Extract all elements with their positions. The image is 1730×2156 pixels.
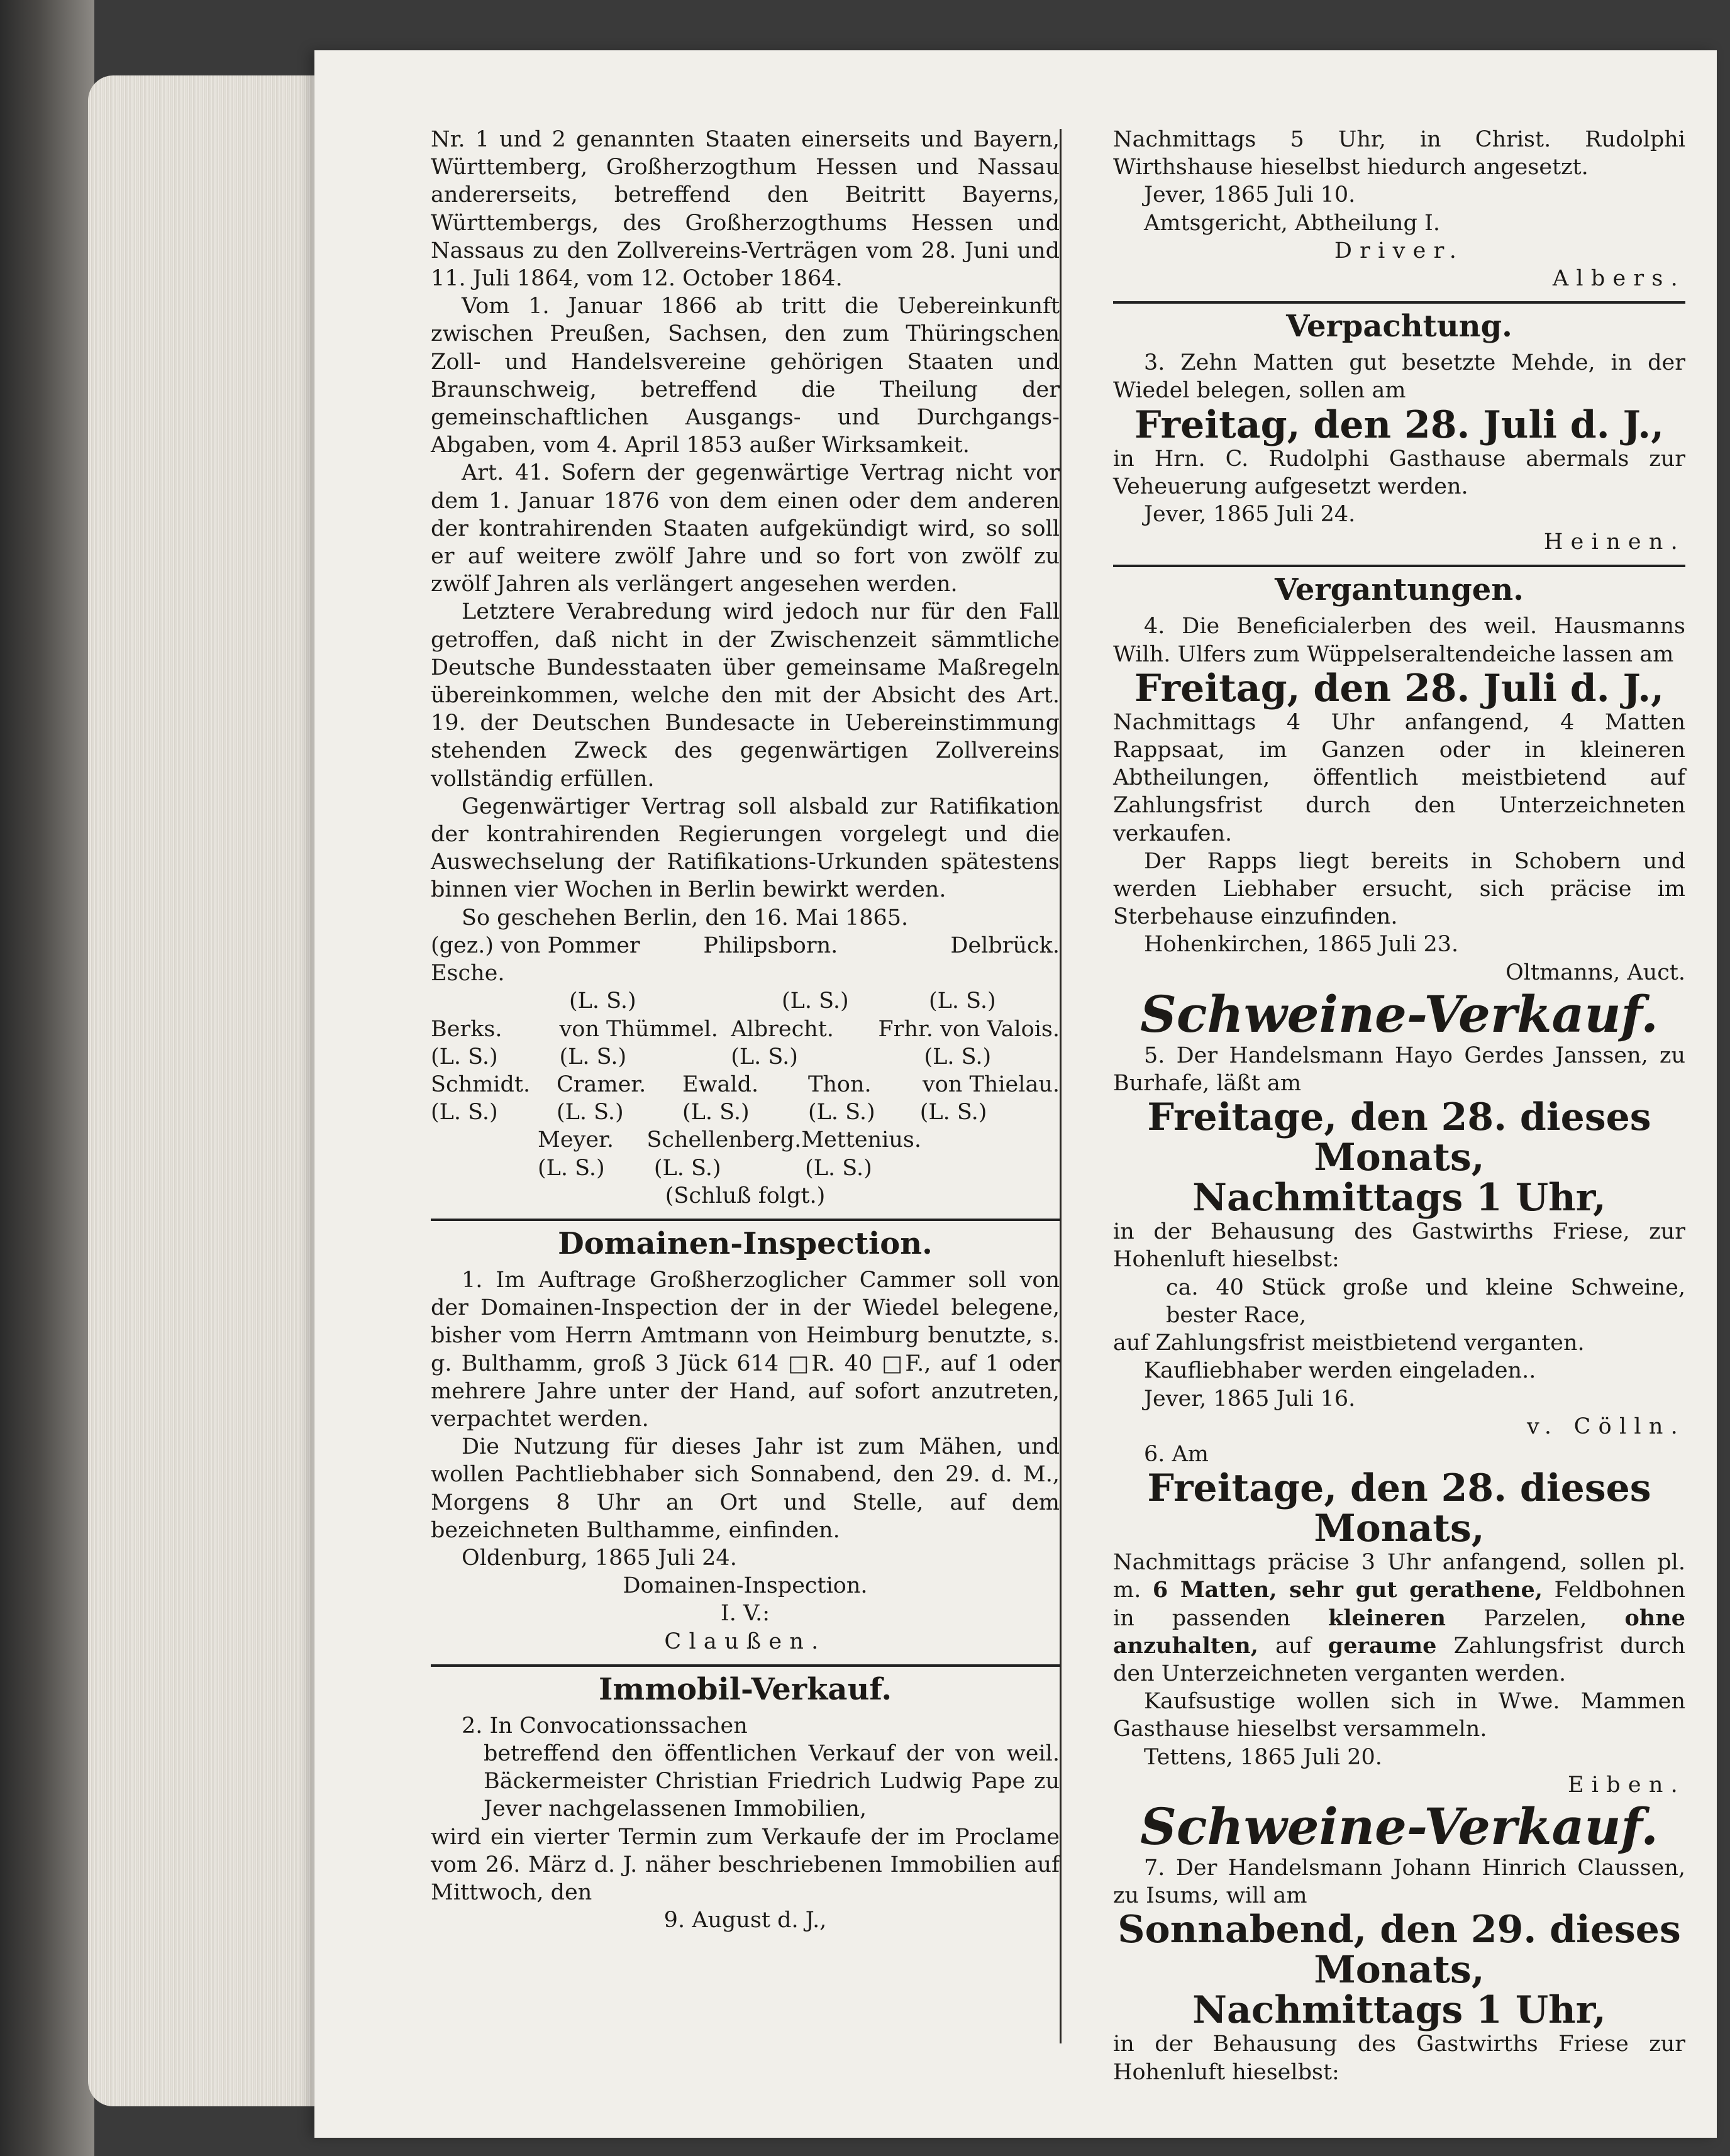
text-run-bold: 6 Matten, sehr gut gerathene,	[1152, 1577, 1543, 1603]
signature: Albers.	[1552, 266, 1685, 292]
place-date: So geschehen Berlin, den 16. Mai 1865.	[462, 905, 909, 931]
place-date: Jever, 1865 Juli 16.	[1144, 1386, 1356, 1412]
signatory: Ewald.	[682, 1071, 759, 1097]
section-title: Immobil-Verkauf.	[598, 1671, 892, 1707]
headline-date: Freitag, den 28. Juli d. J.,	[1134, 402, 1665, 447]
paragraph: betreffend den öffentlichen Verkauf der von weil. Bäckermeister Christian Friedrich Ludwig Pape zu Jever nachgelassenen Immobilien,	[484, 1740, 1060, 1822]
headline-date: Freitag, den 28. Juli d. J.,	[1134, 666, 1665, 710]
paragraph: auf Zahlungsfrist meistbietend verganten.	[1113, 1330, 1585, 1356]
place-date: Oldenburg, 1865 Juli 24.	[462, 1545, 737, 1571]
section-divider	[1113, 565, 1685, 567]
section-title: Schweine-Verkauf.	[1140, 1796, 1658, 1856]
signature: Eiben.	[1567, 1772, 1685, 1798]
text-run-bold: geraume	[1328, 1632, 1437, 1659]
paragraph: Kaufsustige wollen sich in Wwe. Mammen Gasthause hieselbst versammeln.	[1113, 1689, 1685, 1742]
authority: Amtsgericht, Abtheilung I.	[1144, 210, 1440, 236]
paragraph: in der Behausung des Gastwirths Friese zur Hohenluft hieselbst:	[1113, 2032, 1685, 2085]
signatory: Philipsborn.	[703, 932, 838, 958]
signature: Oltmanns, Auct.	[1505, 959, 1685, 985]
text-run: Zahlungsfrist durch den Unterzeichneten verganten werden.	[1113, 1633, 1685, 1686]
paragraph: Art. 41. Sofern der gegenwärtige Vertrag nicht vor dem 1. Januar 1876 von dem einen oder dem anderen der kontrahirenden Staaten aufgekündigt wird, so soll er auf weitere zwölf Jahre und so fort von zwölf zu zwölf Jahren als verlängert angesehen werden.	[431, 460, 1060, 597]
signature: Domainen-Inspection.	[623, 1573, 868, 1599]
signatory: Albrecht.	[731, 1016, 834, 1042]
date-line: 9. August d. J.,	[663, 1908, 827, 1933]
paragraph: Der Rapps liegt bereits in Schobern und werden Liebhaber ersucht, sich präcise im Sterbehause einzufinden.	[1113, 848, 1685, 930]
section-title: Schweine-Verkauf.	[1140, 984, 1658, 1044]
signatory: Frhr. von Valois.	[878, 1016, 1060, 1042]
paragraph: 4. Die Beneficialerben des weil. Hausmanns Wilh. Ulfers zum Wüppelseraltendeiche lassen am	[1113, 614, 1685, 667]
signatory: (gez.) von Pommer Esche.	[431, 932, 640, 987]
headline-date: Sonnabend, den 29. dieses Monats,	[1117, 1908, 1681, 1993]
seal-mark: (L. S.)	[569, 988, 636, 1014]
paragraph: 3. Zehn Matten gut besetzte Mehde, in der Wiedel belegen, sollen am	[1113, 350, 1685, 404]
paragraph: Nr. 1 und 2 genannten Staaten einerseits und Bayern, Württemberg, Großherzogthum Hessen und Nassau andererseits, betreffend den Beitritt Bayerns, Württembergs, des Großherzogthums Hessen und Nassaus zu den Zollvereins-Verträgen vom 28. Juni und 11. Juli 1864, vom 12. October 1864.	[431, 127, 1060, 292]
signatory: Berks.	[431, 1016, 502, 1042]
paragraph: Gegenwärtiger Vertrag soll alsbald zur Ratifikation der kontrahirenden Regierungen vorgelegt und die Auswechselung der Ratifikations-Urkunden spätestens binnen vier Wochen in Berlin bewirkt werden.	[431, 793, 1060, 903]
signatory: Meyer.	[538, 1127, 614, 1153]
paragraph: ca. 40 Stück große und kleine Schweine, bester Race,	[1166, 1274, 1685, 1328]
seal-mark: (L. S.)	[782, 988, 849, 1014]
paragraph: Kaufliebhaber werden eingeladen..	[1144, 1358, 1536, 1384]
paragraph: 6. Am	[1144, 1441, 1209, 1467]
text-run: Parzelen,	[1483, 1605, 1587, 1631]
signatory: Cramer.	[557, 1071, 646, 1097]
seal-mark: (L. S.)	[919, 1100, 987, 1125]
seal-mark: (L. S.)	[557, 1100, 624, 1125]
signatory: Schmidt.	[431, 1071, 531, 1097]
signatures	[431, 932, 1060, 1182]
signatory: von Thümmel.	[559, 1016, 718, 1042]
seal-mark: (L. S.)	[924, 1044, 992, 1070]
headline-date: Freitage, den 28. dieses Monats,	[1147, 1095, 1651, 1180]
newspaper-page	[314, 50, 1717, 2138]
paragraph: Letztere Verabredung wird jedoch nur für den Fall getroffen, daß nicht in der Zwischenzeit sämmtliche Deutsche Bundesstaaten über gemeinsame Maßregeln übereinkommen, welche den mit der Absicht des Art. 19. der Deutschen Bundesacte in Uebereinstimmung stehenden Zweck des gegenwärtigen Zollvereins vollständig erfüllen.	[431, 599, 1060, 792]
section-divider	[1113, 301, 1685, 304]
signatory: Schellenberg.	[646, 1127, 802, 1153]
text-run: Feldbohnen in passenden	[1113, 1578, 1685, 1631]
place-date: Tettens, 1865 Juli 20.	[1144, 1744, 1382, 1770]
signatory: Mettenius.	[801, 1127, 921, 1153]
paragraph: 7. Der Handelsmann Johann Hinrich Claussen, zu Isums, will am	[1113, 1855, 1685, 1909]
signatory: von Thielau.	[922, 1071, 1060, 1097]
paragraph: in der Behausung des Gastwirths Friese, zur Hohenluft hieselbst:	[1113, 1219, 1685, 1273]
section-divider	[431, 1219, 1060, 1221]
place-date: Hohenkirchen, 1865 Juli 23.	[1144, 932, 1459, 958]
paragraph: in Hrn. C. Rudolphi Gasthause abermals zur Veheuerung aufgesetzt werden.	[1113, 446, 1685, 499]
paragraph: Nachmittags 5 Uhr, in Christ. Rudolphi Wirthshause hieselbst hiedurch angesetzt.	[1113, 127, 1685, 180]
book-spine	[0, 0, 94, 2156]
seal-mark: (L. S.)	[682, 1100, 750, 1125]
paragraph: 1. Im Auftrage Großherzoglicher Cammer soll von der Domainen-Inspection der in der Wiedel belegene, bisher vom Herrn Amtmann von Heimburg benutzte, s. g. Bulthamm, groß 3 Jück 614 □R. 40 □F., auf 1 oder mehrere Jahre unter der Hand, auf sofort anzutreten, verpachtet werden.	[431, 1267, 1060, 1432]
seal-mark: (L. S.)	[808, 1100, 875, 1125]
continuation-note: (Schluß folgt.)	[665, 1183, 826, 1208]
section-title: Domainen-Inspection.	[558, 1225, 933, 1261]
headline-time: Nachmittags 1 Uhr,	[1192, 1988, 1606, 2033]
signature: Driver.	[1334, 238, 1465, 263]
paragraph: Vom 1. Januar 1866 ab tritt die Uebereinkunft zwischen Preußen, Sachsen, den zum Thüringschen Zoll- und Handelsvereine gehörigen Staaten und Braunschweig, betreffend die Theilung der gemeinschaftlichen Ausgangs- und Durchgangs-Abgaben, vom 4. April 1853 außer Wirksamkeit.	[431, 294, 1060, 458]
text-run: auf	[1275, 1633, 1311, 1659]
signature: I. V.:	[720, 1601, 770, 1627]
seal-mark: (L. S.)	[731, 1044, 798, 1070]
signature: Claußen.	[664, 1628, 826, 1654]
text-run: Nachmittags präcise 3 Uhr anfangend, sollen pl. m.	[1113, 1550, 1685, 1603]
headline-time: Nachmittags 1 Uhr,	[1192, 1176, 1606, 1220]
section-title: Vergantungen.	[1275, 572, 1524, 608]
paragraph: 5. Der Handelsmann Hayo Gerdes Janssen, zu Burhafe, läßt am	[1113, 1042, 1685, 1097]
seal-mark: (L. S.)	[653, 1155, 721, 1181]
seal-mark: (L. S.)	[538, 1155, 605, 1181]
section-title: Verpachtung.	[1286, 309, 1512, 345]
seal-mark: (L. S.)	[431, 1100, 498, 1125]
signature: Heinen.	[1543, 529, 1685, 555]
seal-mark: (L. S.)	[559, 1044, 627, 1070]
paragraph: Die Nutzung für dieses Jahr ist zum Mähen, und wollen Pachtliebhaber sich Sonnabend, den 29. d. M., Morgens 8 Uhr an Ort und Stelle, auf dem bezeichneten Bulthamme, einfinden.	[431, 1434, 1060, 1543]
paragraph	[1113, 1549, 1685, 1688]
place-date: Jever, 1865 Juli 10.	[1144, 182, 1356, 208]
headline-date: Freitage, den 28. dieses Monats,	[1147, 1466, 1651, 1551]
paragraph: Nachmittags 4 Uhr anfangend, 4 Matten Rappsaat, im Ganzen oder in kleineren Abtheilungen, öffentlich meistbietend auf Zahlungsfrist durch den Unterzeichneten verkaufen.	[1113, 709, 1685, 846]
text-run-bold: ohne anzuhalten,	[1113, 1605, 1685, 1659]
place-date: Jever, 1865 Juli 24.	[1144, 502, 1356, 528]
signatory: Delbrück.	[950, 932, 1060, 958]
page-edges	[88, 75, 327, 2106]
left-column	[431, 126, 1060, 1934]
signatory: Thon.	[808, 1071, 872, 1097]
right-column	[1113, 126, 1685, 2086]
seal-mark: (L. S.)	[929, 988, 996, 1014]
signature: v. Cölln.	[1526, 1413, 1685, 1439]
seal-mark: (L. S.)	[431, 1044, 498, 1070]
text-run-bold: kleineren	[1328, 1605, 1446, 1631]
section-divider	[431, 1664, 1060, 1667]
column-divider	[1060, 129, 1062, 2043]
paragraph: 2. In Convocationssachen	[462, 1713, 748, 1739]
paragraph: wird ein vierter Termin zum Verkaufe der im Proclame vom 26. März d. J. näher beschriebenen Immobilien auf Mittwoch, den	[431, 1824, 1060, 1905]
seal-mark: (L. S.)	[805, 1155, 872, 1181]
